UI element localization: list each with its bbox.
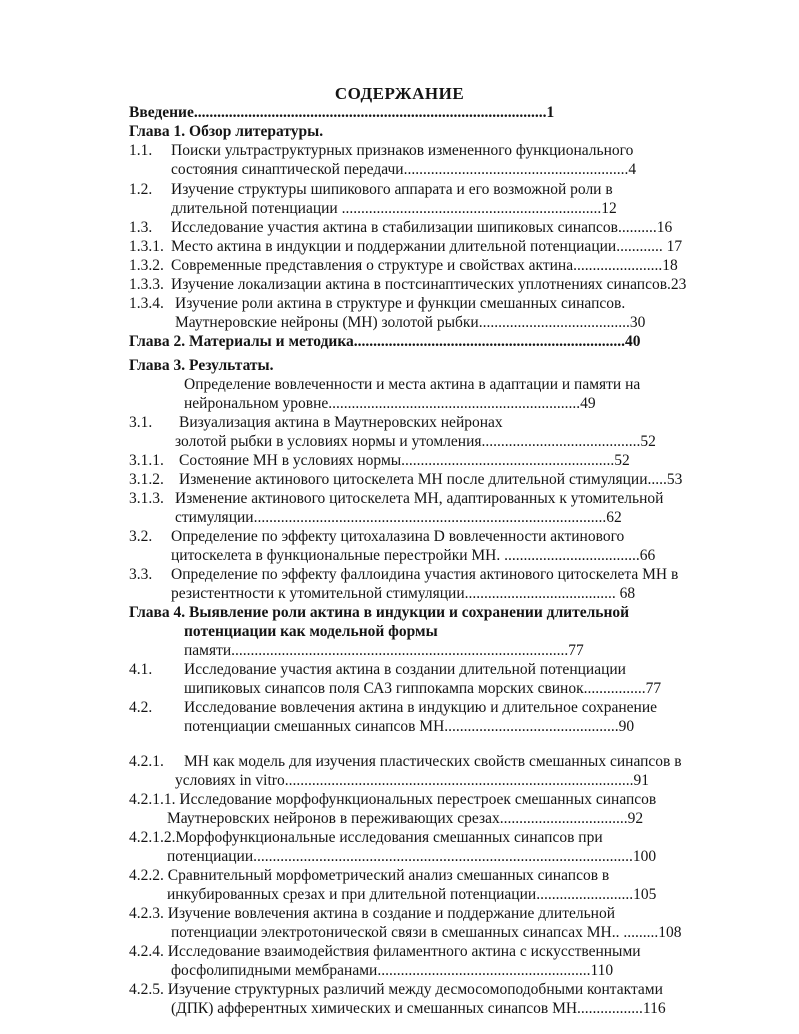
toc-number: 3.1.1. [129,452,164,469]
toc-text: Визуализация актина в Маутнеровских нейронах [179,414,503,431]
toc-number: 3.1.3. [129,490,164,507]
page-title: СОДЕРЖАНИЕ [334,84,465,103]
toc-continuation: стимуляции...........................................................................................62 [175,509,622,526]
toc-continuation: инкубированных срезах и при длительной потенциации.........................105 [167,886,657,903]
toc-text: Определение по эффекту цитохалазина D вовлеченности актинового [171,528,625,545]
toc-continuation: резистентности к утомительной стимуляции....................................... 68 [171,585,636,602]
toc-continuation: длительной потенциации ...................................................................12 [171,200,617,217]
toc-continuation: Маутнеровские нейроны (МН) золотой рыбки.......................................30 [175,314,646,331]
toc-text: Исследование участия актина в стабилизации шипиковых синапсов..........16 [171,219,673,236]
toc-number: 3.1. [129,414,153,431]
toc-continuation: цитоскелета в функциональные перестройки МН. ...................................66 [171,547,656,564]
toc-continuation: памяти.......................................................................................77 [184,642,584,659]
toc-number: 1.1. [129,142,153,159]
toc-text: Исследование участия актина в создании длительной потенциации [184,661,626,678]
toc-chapter-4: Глава 4. Выявление роли актина в индукции и сохранении длительной [129,604,630,621]
toc-text: Изменение актинового цитоскелета МН, адаптированных к утомительной [175,490,664,507]
toc-number: 4.1. [129,661,153,678]
toc-continuation: потенциации как модельной формы [184,623,438,640]
toc-number: 1.3.4. [129,295,164,312]
toc-text: Исследование вовлечения актина в индукцию и длительное сохранение [184,699,658,716]
toc-number: 1.3.2. [129,257,164,274]
toc-text: Определение по эффекту фаллоидина участия актинового цитоскелета МН в [171,566,679,583]
toc-continuation: (ДПК) афферентных химических и смешанных синапсов МН.................116 [171,1000,666,1017]
toc-text: Изучение структуры шипикового аппарата и его возможной роли в [171,181,613,198]
toc-entry: 4.2.3. Изучение вовлечения актина в создание и поддержание длительной [129,905,616,922]
toc-continuation: Определение вовлеченности и места актина в адаптации и памяти на [184,376,641,393]
toc-number: 1.3. [129,219,153,236]
toc-number: 1.2. [129,181,153,198]
toc-chapter-1: Глава 1. Обзор литературы. [129,123,324,140]
toc-continuation: потенциации..................................................................................................100 [167,848,657,865]
toc-number: 4.2. [129,699,153,716]
toc-entry: 4.2.1.2.Морфофункциональные исследования смешанных синапсов при [129,829,603,846]
toc-continuation: золотой рыбки в условиях нормы и утомления.........................................52 [175,433,656,450]
toc-entry: 4.2.2. Сравнительный морфометрический анализ смешанных синапсов в [129,867,610,884]
toc-number: 3.1.2. [129,471,164,488]
toc-text: Изучение роли актина в структуре и функции смешанных синапсов. [175,295,626,312]
toc-continuation: нейрональном уровне.................................................................49 [184,395,596,412]
toc-number: 1.3.1. [129,238,164,255]
toc-continuation: состояния синаптической передачи..........................................................4 [171,161,637,178]
toc-chapter-2: Глава 2. Материалы и методика......................................................................40 [129,333,641,350]
toc-number: 1.3.3. [129,276,164,293]
toc-text: Современные представления о структуре и свойствах актина.......................18 [171,257,678,274]
toc-continuation: Маутнеровских нейронов в переживающих срезах.................................92 [167,810,644,827]
toc-number: 3.2. [129,528,153,545]
toc-entry: 4.2.1.1. Исследование морфофункциональных перестроек смешанных синапсов [129,791,657,808]
toc-number: 4.2.1. [129,753,164,770]
toc-text: Изучение локализации актина в постсинаптических уплотнениях синапсов.23 [171,276,687,293]
toc-entry: 4.2.5. Изучение структурных различий между десмосомоподобными контактами [129,981,663,998]
toc-entry-intro: Введение...........................................................................................1 [129,104,555,121]
toc-text: Место актина в индукции и поддержании длительной потенциации............ 17 [171,238,683,255]
toc-text: Состояние МН в условиях нормы.......................................................52 [179,452,630,469]
toc-continuation: условиях in vitro..........................................................................................91 [175,772,649,789]
toc-entry: 4.2.4. Исследование взаимодействия филаментного актина с искусственными [129,943,641,960]
toc-number: 3.3. [129,566,153,583]
toc-text: МН как модель для изучения пластических свойств смешанных синапсов в [184,753,682,770]
toc-chapter-3: Глава 3. Результаты. [129,357,274,374]
toc-text: Изменение актинового цитоскелета МН после длительной стимуляции.....53 [179,471,683,488]
toc-continuation: фосфолипидными мембранами.......................................................110 [171,962,614,979]
toc-continuation: шипиковых синапсов поля СА3 гиппокампа морских свинок................77 [184,680,662,697]
toc-continuation: потенциации электротонической связи в смешанных синапсах МН.. .........108 [171,924,682,941]
toc-text: Поиски ультраструктурных признаков измененного функционального [171,142,634,159]
toc-continuation: потенциации смешанных синапсов МН.............................................90 [184,718,635,735]
